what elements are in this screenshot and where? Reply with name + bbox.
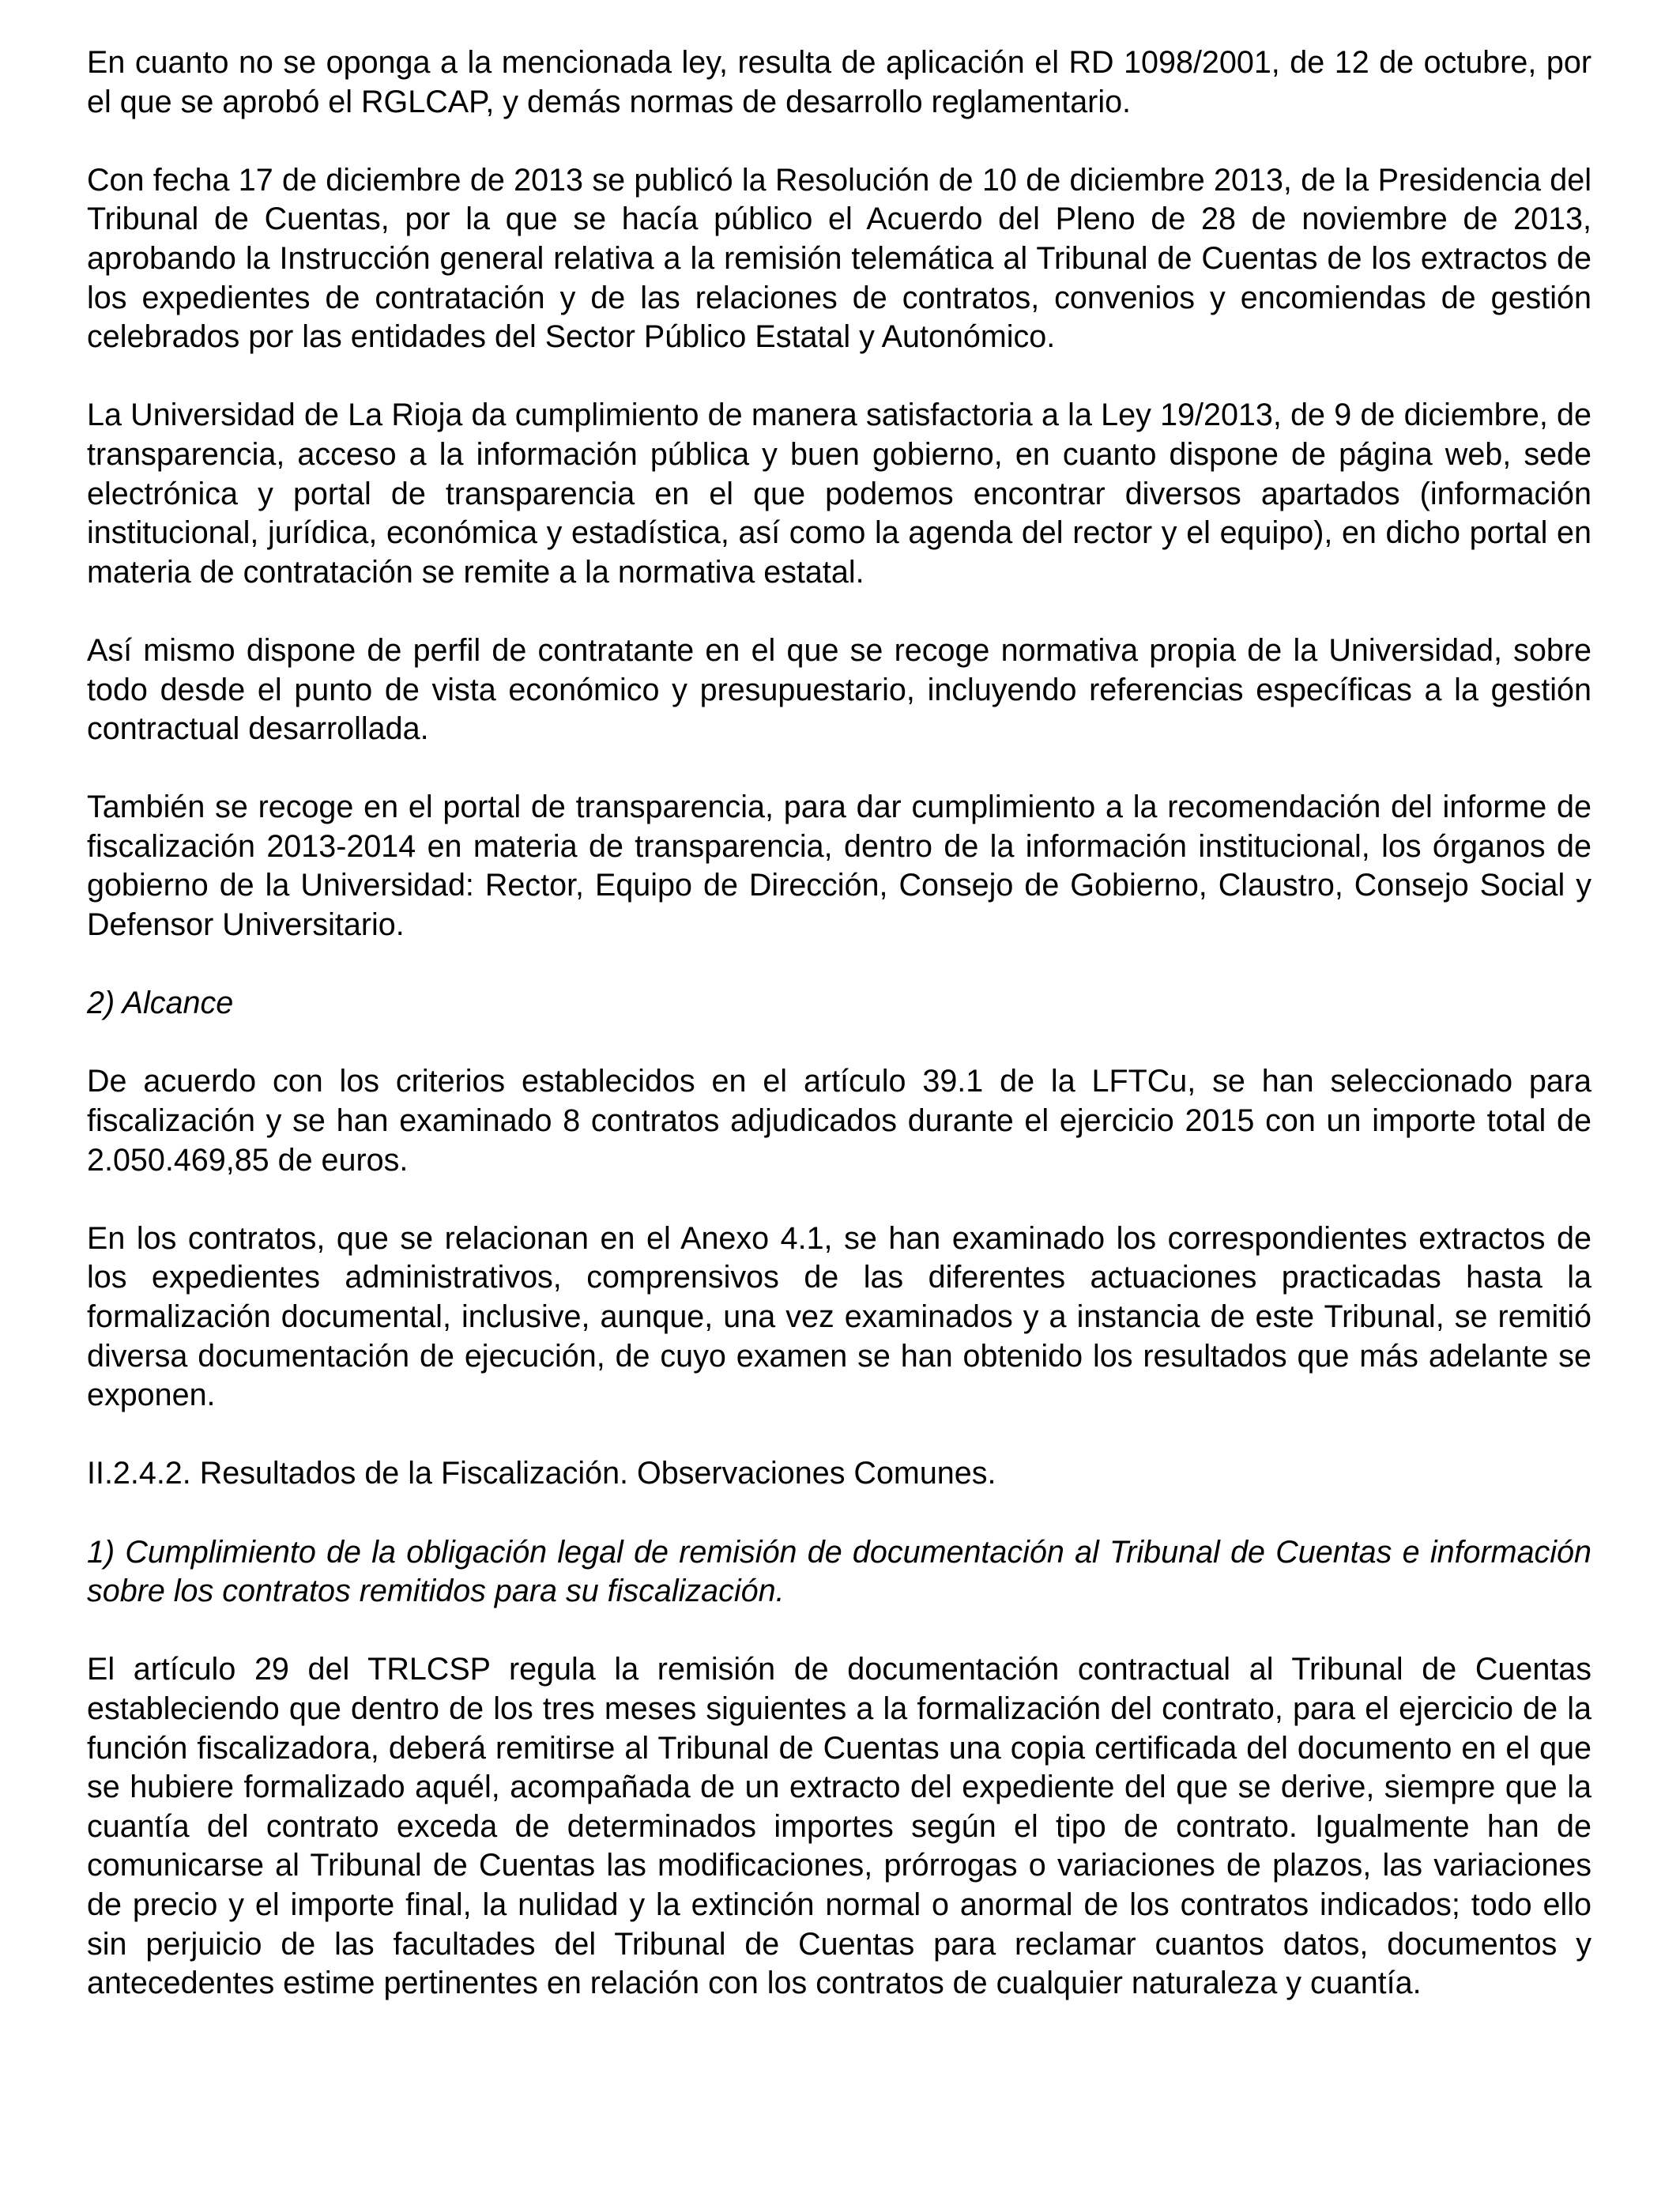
- section-heading-resultados: II.2.4.2. Resultados de la Fiscalización. Observaciones Comunes.: [87, 1456, 996, 1491]
- paragraph-anexo-contratos: En los contratos, que se relacionan en el Anexo 4.1, se han examinado los correspondientes extractos de los expedientes administrativos, comprensivos de las diferentes actuaciones practicadas hasta la formalización documental, inclusive, aunque, una vez examinados y a instancia de este Tribunal, se remitió diversa documentación de ejecución, de cuyo examen se han obtenido los resultados que más adelante se exponen.: [87, 1220, 1591, 1413]
- paragraph-articulo-29: El artículo 29 del TRLCSP regula la remisión de documentación contractual al Tribunal de Cuentas estableciendo que dentro de los tres meses siguientes a la formalización del contrato, para el ejercicio de la función fiscalizadora, deberá remitirse al Tribunal de Cuentas una copia certificada del documento en el que se hubiere formalizado aquél, acompañada de un extracto del expediente del que se derive, siempre que la cuantía del contrato exceda de determinados importes según el tipo de contrato. Igualmente han de comunicarse al Tribunal de Cuentas las modificaciones, prórrogas o variaciones de plazos, las variaciones de precio y el importe final, la nulidad y la extinción normal o anormal de los contratos indicados; todo ello sin perjuicio de las facultades del Tribunal de Cuentas para reclamar cuantos datos, documentos y antecedentes estime pertinentes en relación con los contratos de cualquier naturaleza y cuantía.: [87, 1652, 1591, 2001]
- paragraph-perfil-contratante: Así mismo dispone de perfil de contratante en el que se recoge normativa propia de la Universidad, sobre todo desde el punto de vista económico y presupuestario, incluyendo referencias específicas a la gestión contractual desarrollada.: [87, 632, 1591, 747]
- paragraph-transparencia: La Universidad de La Rioja da cumplimiento de manera satisfactoria a la Ley 19/2013, de 9 de diciembre, de transparencia, acceso a la información pública y buen gobierno, en cuanto dispone de página web, sede electrónica y portal de transparencia en el que podemos encontrar diversos apartados (información institucional, jurídica, económica y estadística, así como la agenda del rector y el equipo), en dicho portal en materia de contratación se remite a la normativa estatal.: [87, 398, 1591, 590]
- paragraph-organos-gobierno: También se recoge en el portal de transparencia, para dar cumplimiento a la recomendación del informe de fiscalización 2013-2014 en materia de transparencia, dentro de la información institucional, los órganos de gobierno de la Universidad: Rector, Equipo de Dirección, Consejo de Gobierno, Claustro, Consejo Social y Defensor Universitario.: [87, 790, 1591, 943]
- paragraph-criterios-seleccion: De acuerdo con los criterios establecidos en el artículo 39.1 de la LFTCu, se han seleccionado para fiscalización y se han examinado 8 contratos adjudicados durante el ejercicio 2015 con un importe total de 2.050.469,85 de euros.: [87, 1064, 1591, 1178]
- section-heading-alcance: 2) Alcance: [87, 986, 234, 1021]
- subsection-heading-cumplimiento: 1) Cumplimiento de la obligación legal de remisión de documentación al Tribunal de Cuentas e información sobre los contratos remitidos para su fiscalización.: [87, 1534, 1591, 1609]
- paragraph-rglcap: En cuanto no se oponga a la mencionada ley, resulta de aplicación el RD 1098/2001, de 12 de octubre, por el que se aprobó el RGLCAP, y demás normas de desarrollo reglamentario.: [87, 45, 1591, 119]
- paragraph-resolucion-tribunal: Con fecha 17 de diciembre de 2013 se publicó la Resolución de 10 de diciembre 2013, de la Presidencia del Tribunal de Cuentas, por la que se hacía público el Acuerdo del Pleno de 28 de noviembre de 2013, aprobando la Instrucción general relativa a la remisión telemática al Tribunal de Cuentas de los extractos de los expedientes de contratación y de las relaciones de contratos, convenios y encomiendas de gestión celebrados por las entidades del Sector Público Estatal y Autonómico.: [87, 162, 1591, 355]
- document-body: [87, 43, 1591, 2042]
